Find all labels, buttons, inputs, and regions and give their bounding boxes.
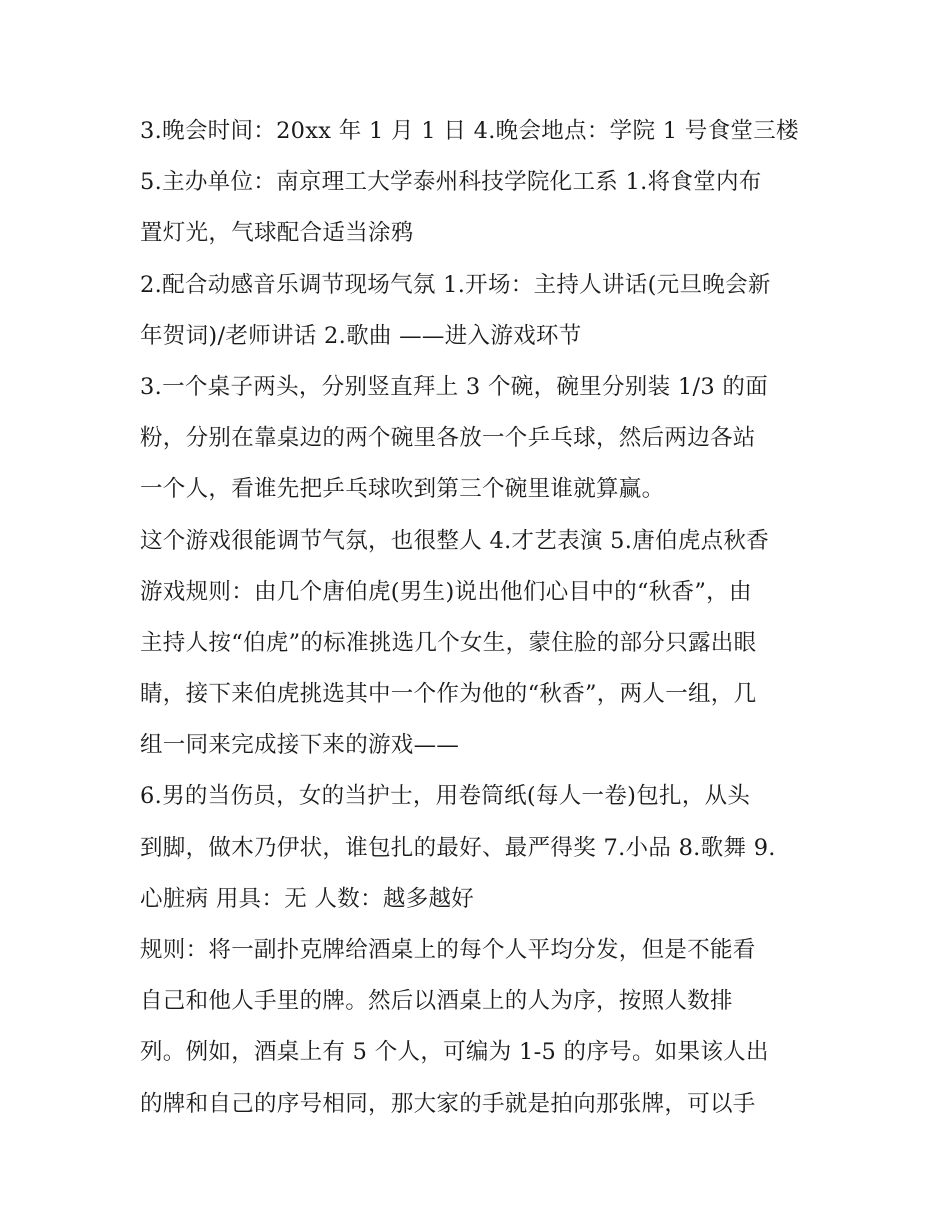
paragraph-tang-bohu-game: [140, 516, 820, 772]
text-line: 自己和他人手里的牌。然后以酒桌上的人为序，按照人数排: [140, 988, 733, 1015]
text-line: 一个人，看谁先把乒乓球吹到第三个碗里谁就算赢。: [140, 476, 665, 503]
text-line: 5.主办单位：南京理工大学泰州科技学院化工系 1.将食堂内布: [140, 169, 762, 196]
text-line: 规则：将一副扑克牌给酒桌上的每个人平均分发，但是不能看: [140, 937, 756, 963]
text-line: 粉，分别在靠桌边的两个碗里各放一个乒乓球，然后两边各站: [140, 425, 756, 452]
paragraph-organizer-decoration: [140, 157, 820, 259]
paragraph-mummy-game: [140, 771, 820, 925]
text-line: 6.男的当伤员，女的当护士，用卷筒纸(每人一卷)包扎，从头: [140, 783, 751, 810]
text-line: 置灯光，气球配合适当涂鸦: [140, 220, 414, 247]
text-line: 3.晚会时间：20xx 年 1 月 1 日 4.晚会地点：学院 1 号食堂三楼: [140, 118, 799, 144]
text-line: 的牌和自己的序号相同，那大家的手就是拍向那张牌，可以手: [140, 1090, 756, 1117]
text-line: 睛，接下来伯虎挑选其中一个作为他的“秋香”，两人一组，几: [140, 681, 757, 708]
text-line: 列。例如，酒桌上有 5 个人，可编为 1-5 的序号。如果该人出: [140, 1039, 769, 1066]
text-line: 这个游戏很能调节气氛，也很整人 4.才艺表演 5.唐伯虎点秋香: [140, 527, 770, 554]
document-body: [140, 106, 820, 1130]
paragraph-card-game-rules: [140, 925, 820, 1130]
paragraph-pingpong-game: [140, 362, 820, 516]
text-line: 游戏规则：由几个唐伯虎(男生)说出他们心目中的“秋香”，由: [140, 578, 752, 605]
paragraph-event-time-location: [140, 106, 820, 157]
text-line: 主持人按“伯虎”的标准挑选几个女生，蒙住脸的部分只露出眼: [140, 629, 757, 656]
text-line: 年贺词)/老师讲话 2.歌曲 ——进入游戏环节: [140, 322, 582, 349]
text-line: 3.一个桌子两头，分别竖直拜上 3 个碗，碗里分别装 1/3 的面: [140, 373, 769, 400]
text-line: 2.配合动感音乐调节现场气氛 1.开场：主持人讲话(元旦晚会新: [140, 271, 771, 298]
paragraph-music-opening: [140, 260, 820, 362]
text-line: 到脚，做木乃伊状，谁包扎的最好、最严得奖 7.小品 8.歌舞 9.: [140, 834, 776, 861]
text-line: 心脏病 用具：无 人数：越多越好: [140, 885, 475, 912]
text-line: 组一同来完成接下来的游戏——: [140, 732, 460, 759]
